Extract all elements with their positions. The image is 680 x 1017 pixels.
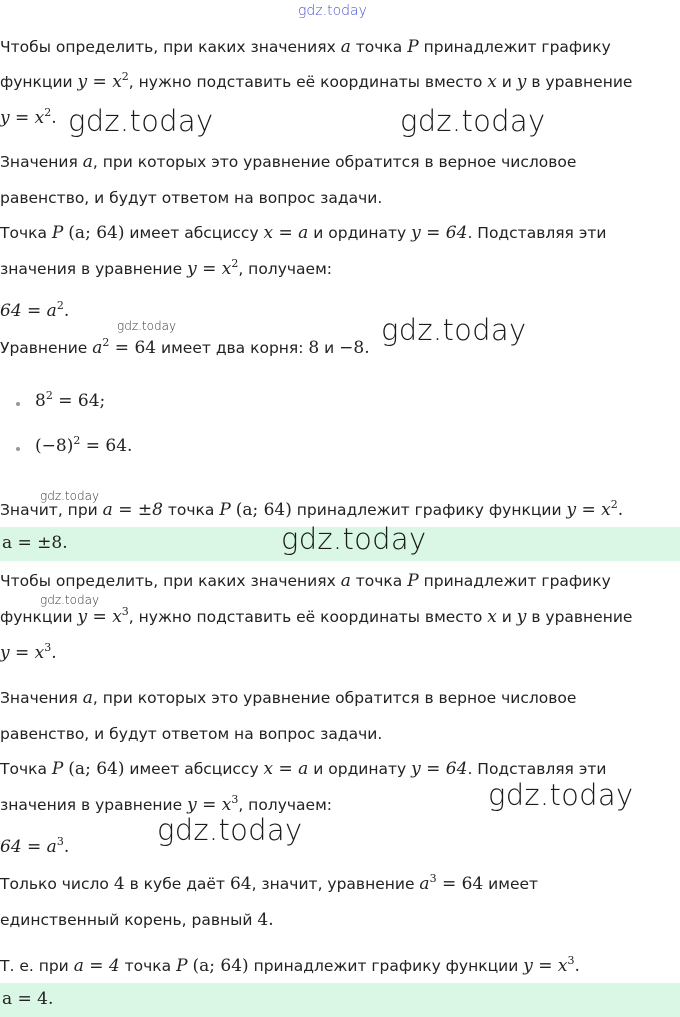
math-y-eq-x: y = x xyxy=(0,643,45,663)
text: значения в уравнение xyxy=(0,260,188,278)
text: Чтобы определить, при каких значениях xyxy=(0,572,341,590)
math-y-eq-x: y = x xyxy=(187,795,232,815)
exponent: 3 xyxy=(567,954,575,967)
math-P: P xyxy=(51,759,64,779)
text: Точка xyxy=(0,760,52,778)
math-dot: . xyxy=(574,956,580,976)
p1-line-4 xyxy=(0,152,576,172)
exponent: 2 xyxy=(610,498,618,511)
bullet-item-1 xyxy=(35,391,105,411)
math-dot: . xyxy=(51,108,57,128)
p1-line-1 xyxy=(0,37,611,57)
text: Значит, при xyxy=(0,501,103,519)
text: единственный корень, равный xyxy=(0,911,258,929)
p1-line-8 xyxy=(0,301,69,321)
text: . Подставляя эти xyxy=(467,224,607,242)
math-coords: (a; 64) xyxy=(68,759,125,779)
text: точка xyxy=(350,38,408,56)
math-y-eq-x: y = x xyxy=(77,607,122,627)
math-P: P xyxy=(51,223,64,243)
math-y-eq-x: y = x xyxy=(187,259,232,279)
watermark: gdz.today xyxy=(281,522,427,556)
math-a-eq-4: a = 4 xyxy=(73,956,120,976)
p2-line-9 xyxy=(0,874,538,894)
math-y-eq-x: y = x xyxy=(0,108,45,128)
answer-text: a = 4. xyxy=(2,989,54,1009)
text: равенство, и будут ответом на вопрос задачи. xyxy=(0,725,383,743)
math-eq-64: = 64 xyxy=(109,338,157,358)
exponent: 2 xyxy=(56,299,64,312)
exponent: 3 xyxy=(56,835,64,848)
math-4: 4 xyxy=(113,874,125,894)
text: Т. е. при xyxy=(0,957,74,975)
bullet-item-2 xyxy=(35,436,132,456)
text: Уравнение xyxy=(0,339,93,357)
answer-text: a = ±8. xyxy=(2,533,68,553)
text: равенство, и будут ответом на вопрос задачи. xyxy=(0,189,383,207)
answer-box-2 xyxy=(0,983,680,1017)
p2-line-1 xyxy=(0,571,611,591)
text: принадлежит графику xyxy=(418,38,611,56)
text: Значения xyxy=(0,153,83,171)
text: , при которых это уравнение обратится в верное числовое xyxy=(92,153,577,171)
text: и xyxy=(496,608,517,626)
math-y-eq-x: y = x xyxy=(77,72,122,92)
text: точка xyxy=(119,957,177,975)
text: Точка xyxy=(0,224,52,242)
math-dot: . xyxy=(63,837,70,857)
math-P: P xyxy=(407,37,419,57)
exponent: 2 xyxy=(73,434,81,447)
watermark-small: gdz.today xyxy=(40,593,100,607)
math-y: y xyxy=(516,72,527,92)
math-8: 8 xyxy=(308,338,320,358)
exponent: 3 xyxy=(429,872,437,885)
text: имеет два корня: xyxy=(156,339,309,357)
math-y-eq-64: y = 64 xyxy=(411,759,468,779)
text: , при которых это уравнение обратится в верное числовое xyxy=(92,689,577,707)
math-a: a xyxy=(340,37,351,57)
text: функции xyxy=(0,608,78,626)
text: , нужно подставить её координаты вместо xyxy=(128,608,488,626)
p1-line-10 xyxy=(0,500,623,520)
text: в уравнение xyxy=(526,73,633,91)
p2-line-3 xyxy=(0,643,57,663)
math-x-eq-a: x = a xyxy=(263,759,309,779)
p2-line-5 xyxy=(0,724,382,744)
math-8: 8 xyxy=(35,391,46,411)
math-x-eq-a: x = a xyxy=(263,223,309,243)
math-dot: . xyxy=(63,301,70,321)
math-4: 4 xyxy=(257,910,269,930)
math-coords: (a; 64) xyxy=(192,956,249,976)
p1-line-5 xyxy=(0,188,382,208)
text: принадлежит графику функции xyxy=(248,957,524,975)
math-y-eq-x: y = x xyxy=(523,956,568,976)
text: имеет абсциссу xyxy=(124,224,264,242)
watermark-top: gdz.today xyxy=(298,3,367,19)
math-64-eq-a: 64 = a xyxy=(0,301,57,321)
math-coords: (a; 64) xyxy=(235,500,292,520)
math-a: a xyxy=(419,874,430,894)
p2-line-7 xyxy=(0,795,332,815)
math-x: x xyxy=(487,607,497,627)
p2-line-10 xyxy=(0,910,274,930)
math-y: y xyxy=(516,607,527,627)
p2-line-4 xyxy=(0,688,576,708)
math-eq: = 64. xyxy=(80,436,133,456)
exponent: 2 xyxy=(102,336,110,349)
math-P: P xyxy=(219,500,231,520)
p1-line-3 xyxy=(0,108,57,128)
text: функции xyxy=(0,73,78,91)
text: в уравнение xyxy=(526,608,633,626)
p1-line-6 xyxy=(0,223,606,243)
math-x: x xyxy=(487,72,497,92)
watermark: gdz.today xyxy=(157,813,303,847)
watermark: gdz.today xyxy=(488,778,634,812)
text: и ординату xyxy=(308,760,412,778)
math-a: a xyxy=(82,152,93,172)
exponent: 3 xyxy=(231,793,239,806)
exponent: 2 xyxy=(45,389,53,402)
math-neg-8: −8 xyxy=(339,338,365,358)
exponent: 3 xyxy=(121,605,129,618)
text: и xyxy=(319,339,340,357)
text: , получаем: xyxy=(238,260,332,278)
math-coords: (a; 64) xyxy=(68,223,125,243)
text: имеет xyxy=(483,875,539,893)
exponent: 2 xyxy=(231,257,239,270)
math-64-eq-a: 64 = a xyxy=(0,837,57,857)
bullet-dot xyxy=(16,402,20,406)
math-P: P xyxy=(176,956,188,976)
math-eq-64: = 64 xyxy=(436,874,484,894)
math-y-eq-64: y = 64 xyxy=(411,223,468,243)
exponent: 3 xyxy=(44,641,52,654)
watermark-small: gdz.today xyxy=(40,489,100,503)
watermark: gdz.today xyxy=(381,313,527,347)
math-a-pm-8: a = ±8 xyxy=(102,500,163,520)
text: в кубе даёт xyxy=(124,875,230,893)
bullet-dot xyxy=(16,447,20,451)
math-P: P xyxy=(407,571,419,591)
text: и xyxy=(496,73,517,91)
text: , нужно подставить её координаты вместо xyxy=(128,73,488,91)
exponent: 2 xyxy=(44,106,52,119)
math-neg-8: (−8) xyxy=(35,436,74,456)
text: Только число xyxy=(0,875,114,893)
text: , получаем: xyxy=(238,796,332,814)
watermark: gdz.today xyxy=(68,104,214,138)
text: Чтобы определить, при каких значениях xyxy=(0,38,341,56)
math-a: a xyxy=(92,338,103,358)
text: и ординату xyxy=(308,224,412,242)
math-eq: = 64; xyxy=(52,391,106,411)
text: . Подставляя эти xyxy=(467,760,607,778)
math-dot: . xyxy=(51,643,57,663)
math-dot: . xyxy=(268,910,274,930)
text: принадлежит графику функции xyxy=(291,501,567,519)
math-a: a xyxy=(82,688,93,708)
math-64: 64 xyxy=(229,874,252,894)
math-y-eq-x: y = x xyxy=(566,500,611,520)
text: имеет абсциссу xyxy=(124,760,264,778)
text: точка xyxy=(162,501,220,519)
math-dot: . xyxy=(364,338,370,358)
text: принадлежит графику xyxy=(418,572,611,590)
text: Значения xyxy=(0,689,83,707)
p2-line-11 xyxy=(0,956,580,976)
exponent: 2 xyxy=(121,70,129,83)
p2-line-2 xyxy=(0,607,632,627)
math-dot: . xyxy=(617,500,624,520)
text: точка xyxy=(350,572,408,590)
watermark-small: gdz.today xyxy=(117,319,177,333)
watermark: gdz.today xyxy=(400,104,546,138)
p1-line-7 xyxy=(0,259,332,279)
p1-line-2 xyxy=(0,72,632,92)
p2-line-6 xyxy=(0,759,606,779)
p1-line-9 xyxy=(0,338,370,358)
text: , значит, уравнение xyxy=(251,875,420,893)
p2-line-8 xyxy=(0,837,69,857)
text: значения в уравнение xyxy=(0,796,188,814)
math-a: a xyxy=(340,571,351,591)
